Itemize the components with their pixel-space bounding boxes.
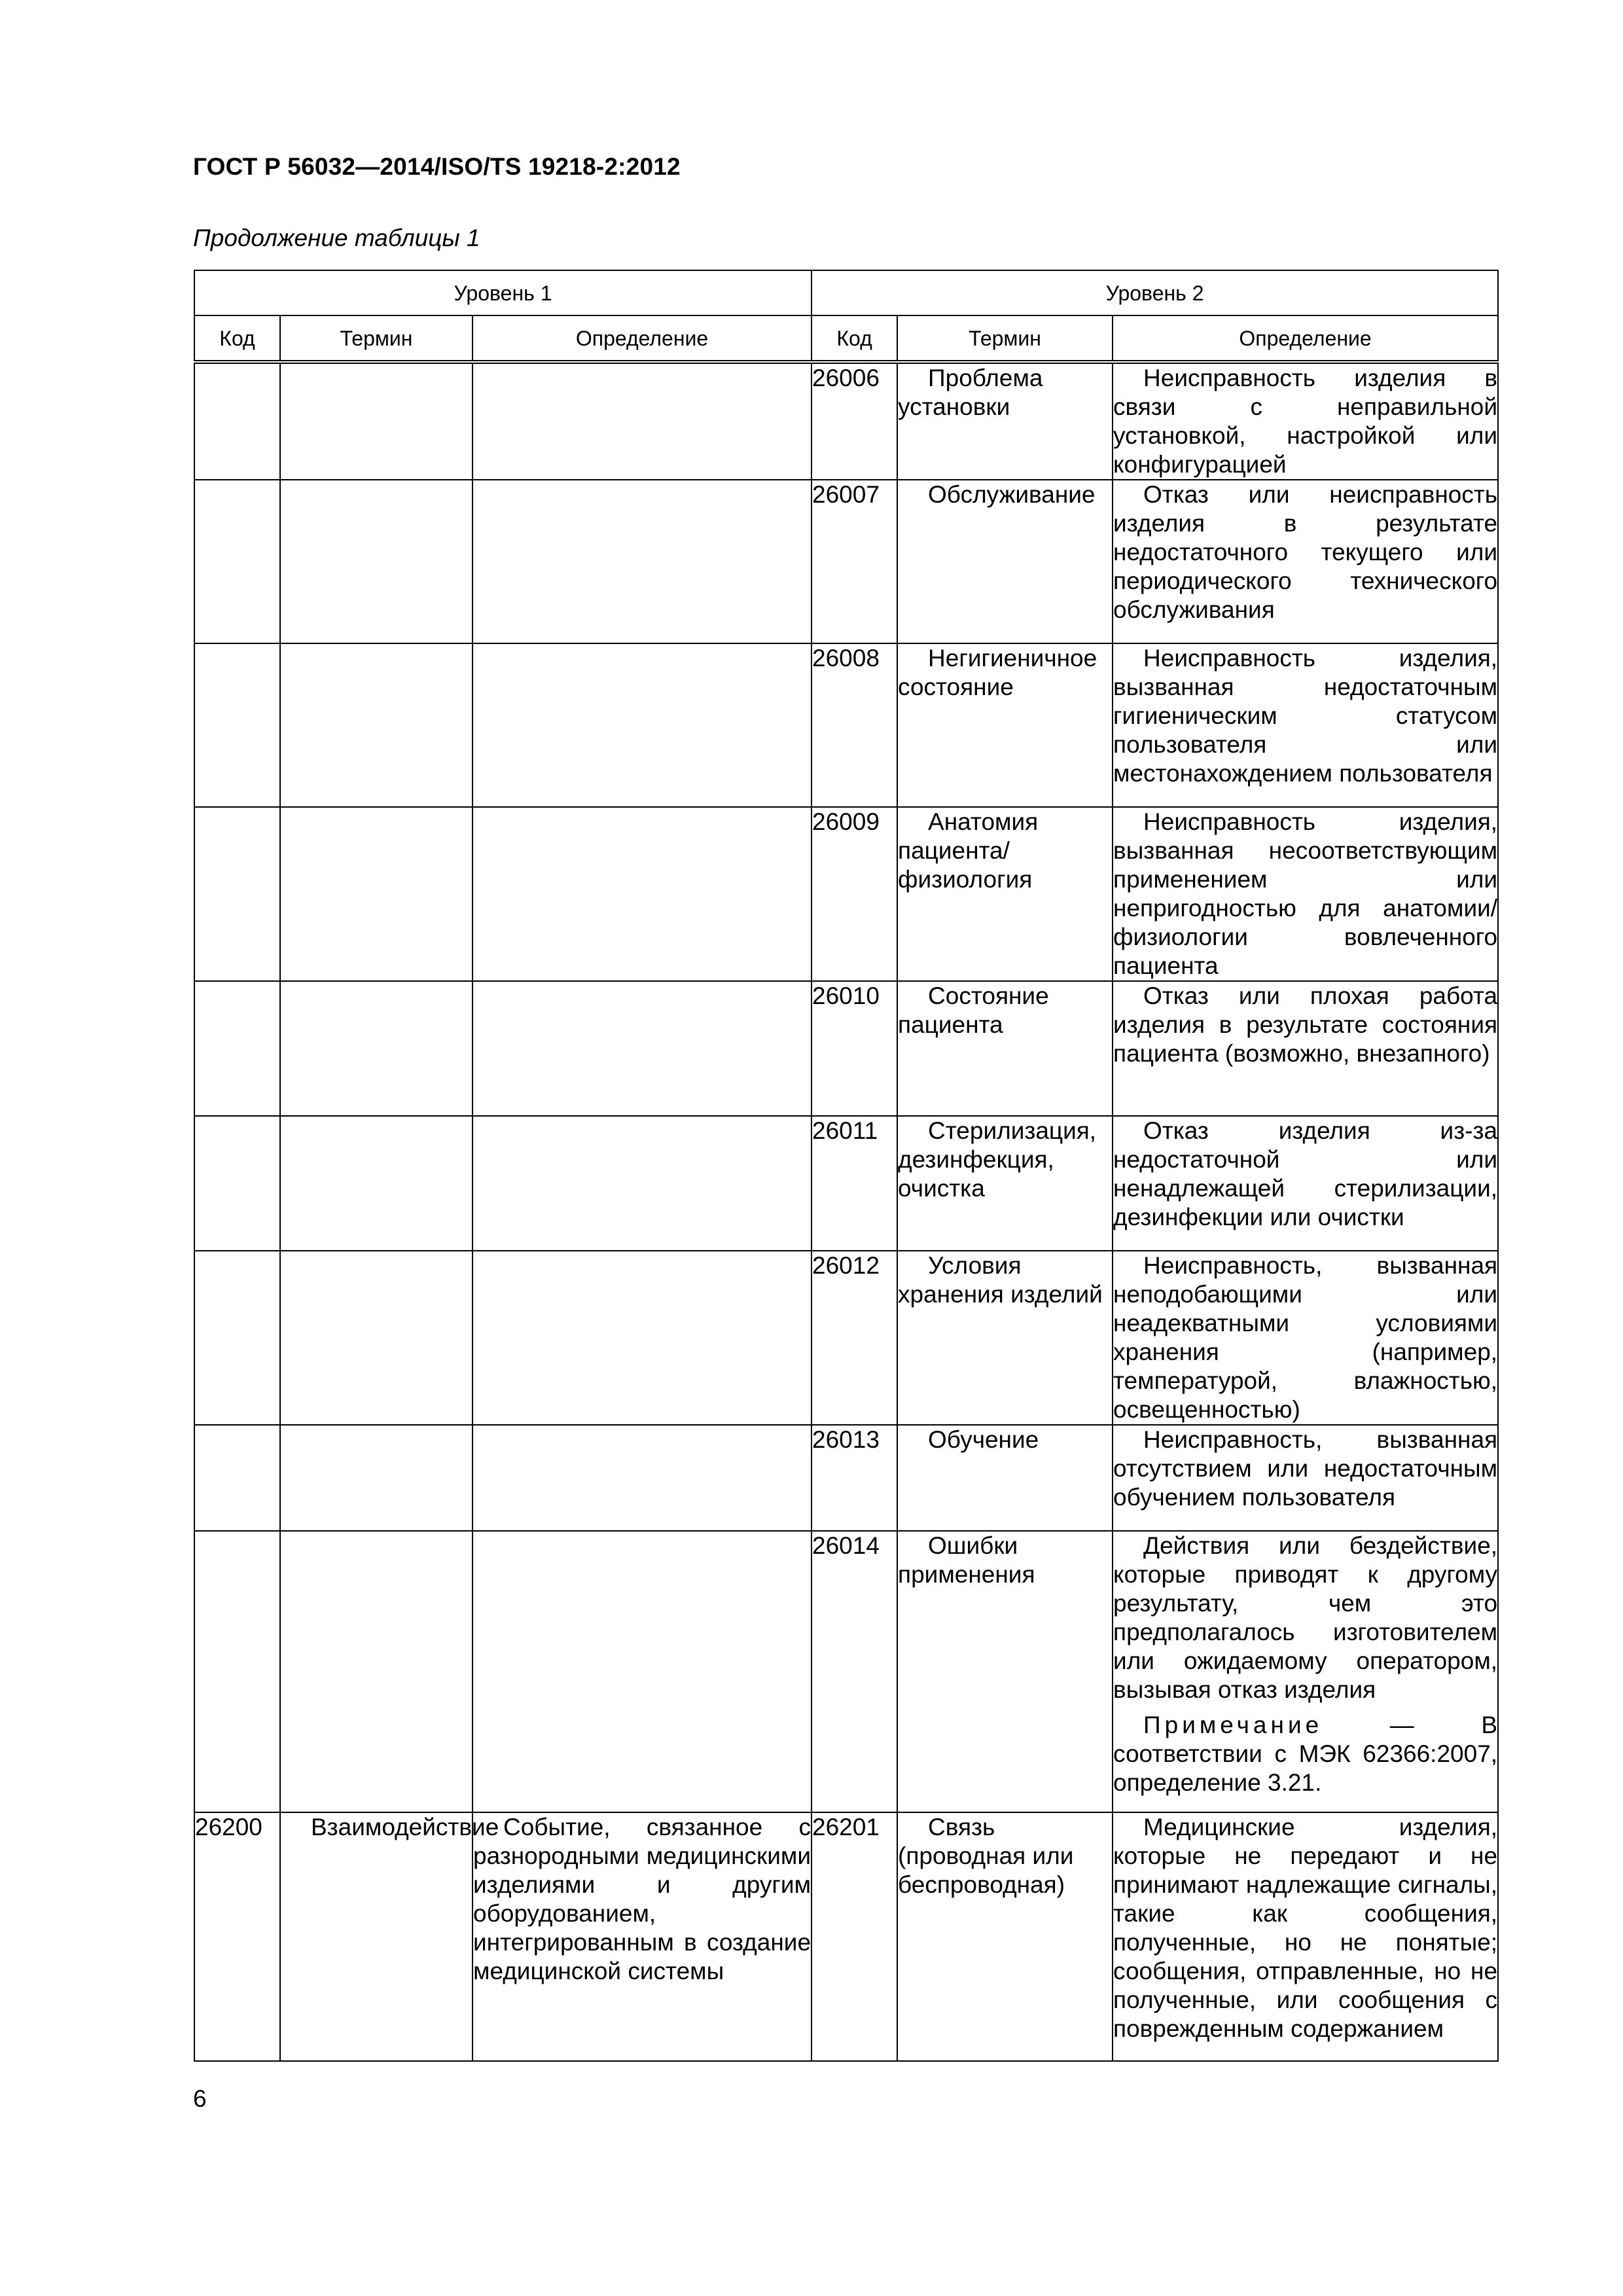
l1-definition-cell — [473, 807, 812, 981]
l1-definition-cell: Событие, связанное с разнородными медицинскими изделиями и другим оборудованием, интегрированным в создание медицинской системы — [473, 1812, 812, 2061]
l2-code-cell: 26007 — [812, 480, 897, 643]
l2-code-cell: 26008 — [812, 643, 897, 807]
l2-code-cell: 26009 — [812, 807, 897, 981]
l2-code-cell: 26013 — [812, 1425, 897, 1531]
table-row — [194, 643, 1498, 807]
l1-definition-cell — [473, 981, 812, 1116]
l1-code-cell — [194, 807, 280, 981]
l1-definition-cell — [473, 480, 812, 643]
table-row — [194, 1251, 1498, 1425]
l2-code-cell: 26012 — [812, 1251, 897, 1425]
l2-term-cell: Анатомия пациента/физиология — [897, 807, 1113, 981]
page-number: 6 — [193, 2085, 207, 2112]
l1-code-cell — [194, 1531, 280, 1812]
table-row — [194, 981, 1498, 1116]
l1-code-cell — [194, 480, 280, 643]
table-row — [194, 807, 1498, 981]
l2-term-cell: Ошибки применения — [897, 1531, 1113, 1812]
l2-definition-cell: Неисправность, вызванная отсутствием или недостаточным обучением пользователя — [1113, 1425, 1498, 1531]
l2-definition-cell: Неисправность изделия в связи с неправильной установкой, настройкой или конфигурацией — [1113, 362, 1498, 480]
l1-code-cell — [194, 1425, 280, 1531]
l2-definition-cell — [1113, 1531, 1498, 1812]
l1-term-cell — [280, 480, 473, 643]
l2-term-header: Термин — [897, 315, 1113, 362]
table-row — [194, 362, 1498, 480]
l2-term-cell: Стерилизация, дезинфекция, очистка — [897, 1116, 1113, 1251]
l1-code-cell — [194, 1251, 280, 1425]
l2-definition-cell: Неисправность изделия, вызванная несоответствующим применением или непригодностью для анатомии/физиологии вовлеченного пациента — [1113, 807, 1498, 981]
l1-code-cell — [194, 643, 280, 807]
l2-code-cell: 26011 — [812, 1116, 897, 1251]
note-prefix: Примечание — [1143, 1712, 1323, 1738]
definition-text: Действия или бездействие, которые приводят к другому результату, чем это предполагалось изготовителем или ожидаемому оператором, вызывая отказ изделия — [1113, 1532, 1498, 1703]
standard-title: ГОСТ Р 56032—2014/ISO/TS 19218-2:2012 — [193, 153, 681, 180]
l1-code-cell — [194, 981, 280, 1116]
note-text: — В соответствии с МЭК 62366:2007, определение 3.21. — [1113, 1712, 1498, 1796]
l2-term-cell: Условия хранения изделий — [897, 1251, 1113, 1425]
l1-term-cell — [280, 1425, 473, 1531]
definition-note — [1113, 1711, 1497, 1797]
l2-term-cell: Обучение — [897, 1425, 1113, 1531]
l2-code-cell: 26201 — [812, 1812, 897, 2061]
l1-term-cell — [280, 1251, 473, 1425]
l1-term-cell: Взаимодействие — [280, 1812, 473, 2061]
l1-definition-cell — [473, 1425, 812, 1531]
l1-term-cell — [280, 1531, 473, 1812]
l2-definition-cell: Неисправность, вызванная неподобающими или неадекватными условиями хранения (например, температурой, влажностью, освещенностью) — [1113, 1251, 1498, 1425]
level-1-header: Уровень 1 — [194, 270, 812, 315]
table-row — [194, 1425, 1498, 1531]
l1-term-cell — [280, 1116, 473, 1251]
l2-term-cell: Состояние пациента — [897, 981, 1113, 1116]
l2-term-cell: Связь (проводная или беспроводная) — [897, 1812, 1113, 2061]
l1-term-cell — [280, 362, 473, 480]
table-row — [194, 1116, 1498, 1251]
table-row — [194, 1812, 1498, 2061]
l1-definition-header: Определение — [473, 315, 812, 362]
l2-definition-cell: Медицинские изделия, которые не передают и не принимают надлежащие сигналы, такие как сообщения, полученные, но не понятые; сообщения, отправленные, но не полученные, или сообщения с поврежденным содержанием — [1113, 1812, 1498, 2061]
l1-definition-cell — [473, 643, 812, 807]
l1-code-cell: 26200 — [194, 1812, 280, 2061]
l2-definition-header: Определение — [1113, 315, 1498, 362]
l1-definition-cell — [473, 362, 812, 480]
l1-term-header: Термин — [280, 315, 473, 362]
l2-term-cell: Обслуживание — [897, 480, 1113, 643]
l2-definition-cell: Неисправность изделия, вызванная недостаточным гигиеническим статусом пользователя или местонахождением пользователя — [1113, 643, 1498, 807]
l1-code-cell — [194, 362, 280, 480]
table-row — [194, 480, 1498, 643]
l1-code-header: Код — [194, 315, 280, 362]
l2-term-cell: Проблема установки — [897, 362, 1113, 480]
l2-definition-cell: Отказ или плохая работа изделия в результате состояния пациента (возможно, внезапного) — [1113, 981, 1498, 1116]
l1-code-cell — [194, 1116, 280, 1251]
table-continuation-caption: Продолжение таблицы 1 — [193, 224, 480, 251]
l1-definition-cell — [473, 1251, 812, 1425]
l2-term-cell: Негигиеничное состояние — [897, 643, 1113, 807]
l2-definition-cell: Отказ изделия из-за недостаточной или ненадлежащей стерилизации, дезинфекции или очистки — [1113, 1116, 1498, 1251]
l2-code-cell: 26010 — [812, 981, 897, 1116]
l1-term-cell — [280, 981, 473, 1116]
l1-term-cell — [280, 643, 473, 807]
l1-term-cell — [280, 807, 473, 981]
l1-definition-cell — [473, 1116, 812, 1251]
classification-table — [194, 270, 1499, 2062]
l2-code-header: Код — [812, 315, 897, 362]
l1-definition-cell — [473, 1531, 812, 1812]
table-row — [194, 1531, 1498, 1812]
l2-code-cell: 26006 — [812, 362, 897, 480]
l2-definition-cell: Отказ или неисправность изделия в результате недостаточного текущего или периодического технического обслуживания — [1113, 480, 1498, 643]
level-2-header: Уровень 2 — [812, 270, 1498, 315]
l2-code-cell: 26014 — [812, 1531, 897, 1812]
